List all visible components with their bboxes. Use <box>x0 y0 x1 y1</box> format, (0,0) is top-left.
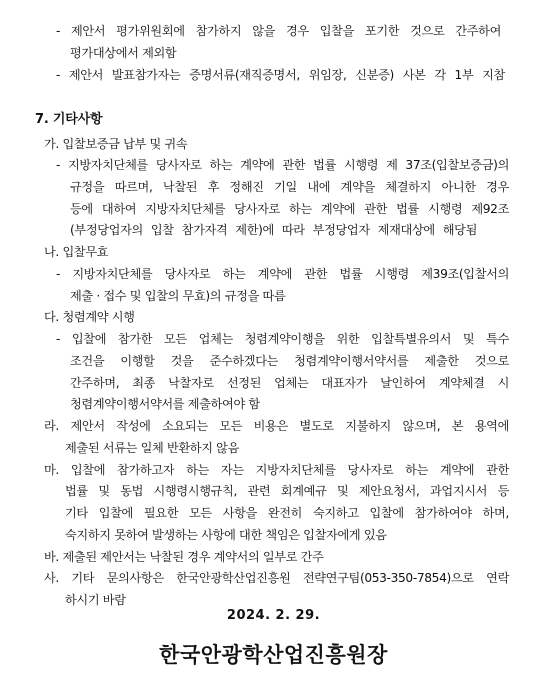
issuer-signature: 한국안광학산업진흥원장 <box>159 642 388 667</box>
body-line: 제출 · 접수 및 입찰의 무효)의 규정을 따름 <box>70 289 286 303</box>
body-line: 바. 제출된 제안서는 낙찰된 경우 계약서의 일부로 간주 <box>44 550 324 564</box>
body-line: 기타 입찰에 필요한 모든 사항을 완전히 숙지하고 입찰에 참가하여야 하며, <box>65 506 509 520</box>
bullet-line: - 제안서 평가위원회에 참가하지 않을 경우 입찰을 포기한 것으로 간주하여 <box>56 24 501 38</box>
subsection-heading: 가. 입찰보증금 납부 및 귀속 <box>44 137 188 151</box>
document-date: 2024. 2. 29. <box>226 608 321 623</box>
body-line: - 입찰에 참가한 모든 업체는 청렴계약이행을 위한 입찰특별유의서 및 특수 <box>56 332 509 346</box>
body-line: 규정을 따르며, 낙찰된 후 정해진 기일 내에 계약을 체결하지 아니한 경우 <box>70 180 509 194</box>
body-line: 하시기 바람 <box>65 593 126 607</box>
subsection-heading: 다. 청렴계약 시행 <box>44 310 135 324</box>
body-line: (부정당업자의 입찰 참가자격 제한)에 따라 부정당업자 제재대상에 해당됨 <box>70 223 477 237</box>
body-line: 사. 기타 문의사항은 한국안광학산업진흥원 전략연구팀(053-350-7854)으로 연락 <box>44 571 509 585</box>
section-title: 7. 기타사항 <box>35 112 103 127</box>
bullet-line: - 제안서 발표참가자는 증명서류(재직증명서, 위임장, 신분증) 사본 각 1부 지참 <box>56 68 505 82</box>
body-line: 법률 및 동법 시행령시행규칙, 관련 회계예규 및 제안요청서, 과업지시서 등 <box>65 484 509 498</box>
body-line: 등에 대하여 지방자치단체를 당사자로 하는 계약에 관한 법률 시행령 제92조 <box>70 202 509 216</box>
body-line: - 지방자치단체를 당사자로 하는 계약에 관한 법률 시행령 제 37조(입찰보증금)의 <box>56 158 509 172</box>
bullet-line: 평가대상에서 제외함 <box>70 46 177 60</box>
body-line: - 지방자치단체를 당사자로 하는 계약에 관한 법률 시행령 제39조(입찰서의 <box>56 267 509 281</box>
body-line: 라. 제안서 작성에 소요되는 모든 비용은 별도로 지불하지 않으며, 본 용역에 <box>44 419 509 433</box>
body-line: 청렴계약이행서약서를 제출하여야 함 <box>70 397 260 411</box>
body-line: 숙지하지 못하여 발생하는 사항에 대한 책임은 입찰자에게 있음 <box>65 528 387 542</box>
subsection-heading: 나. 입찰무효 <box>44 245 109 259</box>
body-line: 제출된 서류는 일체 반환하지 않음 <box>65 441 240 455</box>
body-line: 조건을 이행할 것을 준수하겠다는 청렴계약이행서약서를 제출한 것으로 <box>70 354 509 368</box>
body-line: 간주하며, 최종 낙찰자로 선정된 업체는 대표자가 날인하여 계약체결 시 <box>70 376 509 390</box>
body-line: 마. 입찰에 참가하고자 하는 자는 지방자치단체를 당사자로 하는 계약에 관한 <box>44 463 509 477</box>
